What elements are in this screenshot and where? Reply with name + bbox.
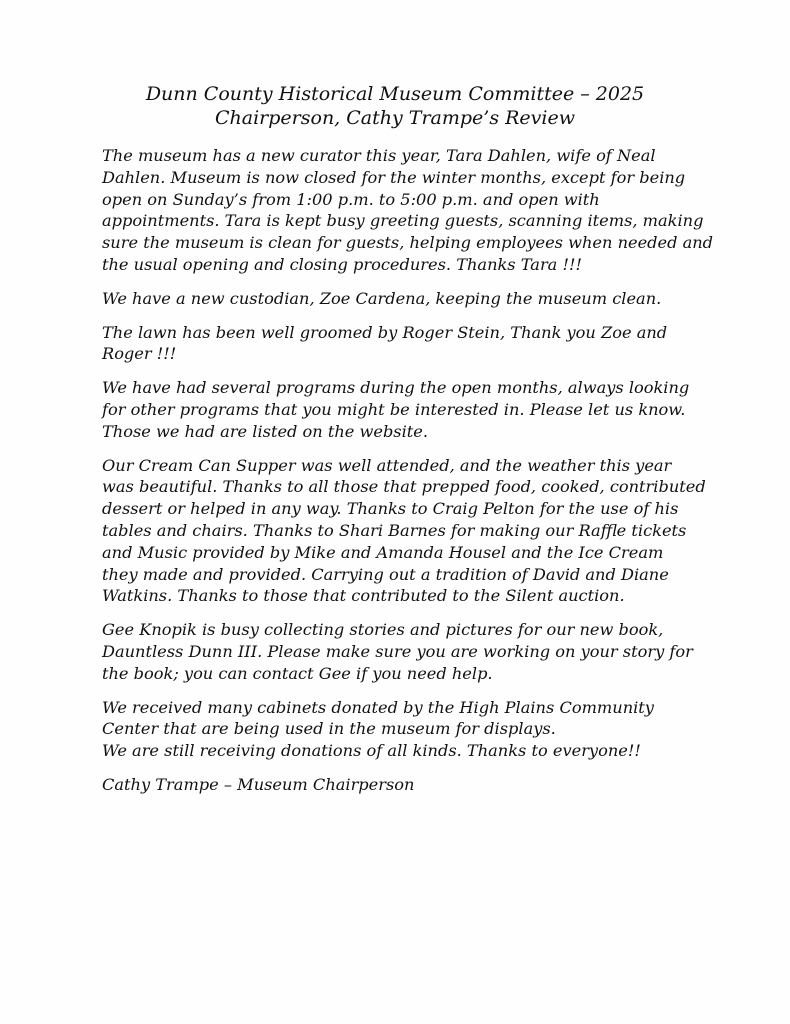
text-line: they made and provided. Carrying out a tradition of David and Diane bbox=[102, 564, 669, 584]
document-subtitle: Chairperson, Cathy Trampe’s Review bbox=[215, 107, 575, 129]
paragraph-cream-can-supper bbox=[102, 455, 722, 608]
paragraph-custodian bbox=[102, 288, 722, 310]
text-line: Our Cream Can Supper was well attended, and the weather this year bbox=[102, 455, 672, 475]
text-line: Dauntless Dunn III. Please make sure you are working on your story for bbox=[102, 641, 693, 661]
text-line: the book; you can contact Gee if you need help. bbox=[102, 663, 493, 683]
paragraph-donations bbox=[102, 697, 722, 762]
text-line: was beautiful. Thanks to all those that prepped food, cooked, contributed bbox=[102, 477, 706, 497]
text-line: for other programs that you might be interested in. Please let us know. bbox=[102, 399, 686, 419]
text-line: We have had several programs during the open months, always looking bbox=[102, 378, 690, 398]
text-line: Roger !!! bbox=[102, 344, 177, 364]
text-line: We are still receiving donations of all kinds. Thanks to everyone!! bbox=[102, 741, 641, 761]
paragraph-lawn bbox=[102, 322, 722, 366]
text-line: tables and chairs. Thanks to Shari Barnes for making our Raffle tickets bbox=[102, 520, 687, 540]
text-line: The lawn has been well groomed by Roger Stein, Thank you Zoe and bbox=[102, 322, 668, 342]
text-line: Gee Knopik is busy collecting stories and pictures for our new book, bbox=[102, 620, 664, 640]
text-line: We received many cabinets donated by the High Plains Community bbox=[102, 697, 654, 717]
text-line: the usual opening and closing procedures. Thanks Tara !!! bbox=[102, 254, 582, 274]
paragraph-programs bbox=[102, 377, 722, 442]
text-line: sure the museum is clean for guests, helping employees when needed and bbox=[102, 233, 714, 253]
signature-line: Cathy Trampe – Museum Chairperson bbox=[102, 774, 415, 794]
document-title: Dunn County Historical Museum Committee – 2025 bbox=[145, 83, 645, 105]
text-line: The museum has a new curator this year, Tara Dahlen, wife of Neal bbox=[102, 146, 656, 165]
text-line: Watkins. Thanks to those that contributed to the Silent auction. bbox=[102, 586, 625, 606]
text-line: open on Sunday’s from 1:00 p.m. to 5:00 p.m. and open with bbox=[102, 189, 600, 209]
document-body bbox=[102, 145, 722, 808]
paragraph-curator bbox=[102, 145, 722, 276]
text-line: Those we had are listed on the website. bbox=[102, 421, 429, 441]
paragraph-book bbox=[102, 619, 722, 684]
text-line: appointments. Tara is kept busy greeting guests, scanning items, making bbox=[102, 211, 704, 231]
text-line: Center that are being used in the museum for displays. bbox=[102, 719, 556, 739]
text-line: Dahlen. Museum is now closed for the winter months, except for being bbox=[102, 167, 686, 187]
text-line: dessert or helped in any way. Thanks to Craig Pelton for the use of his bbox=[102, 499, 679, 519]
text-line: We have a new custodian, Zoe Cardena, keeping the museum clean. bbox=[102, 288, 662, 308]
text-line: and Music provided by Mike and Amanda Housel and the Ice Cream bbox=[102, 542, 664, 562]
